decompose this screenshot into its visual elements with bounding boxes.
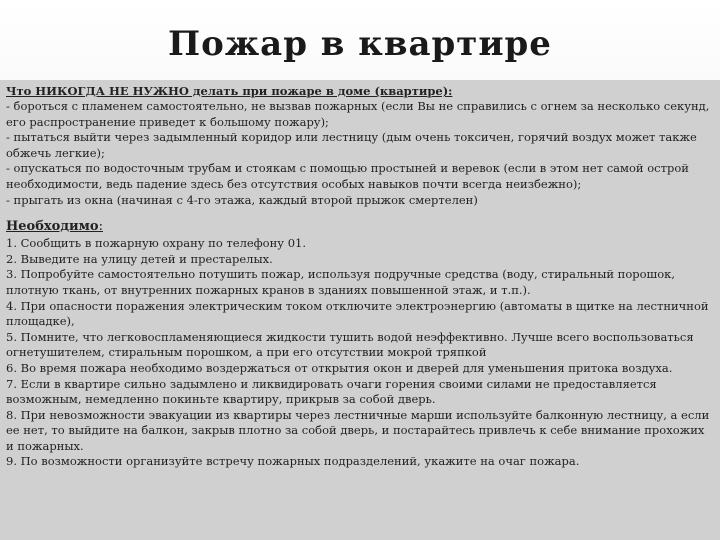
never-item-3: - опускаться по водосточным трубам и стоякам с помощью простыней и веревок (если в этом нет самой острой необходимости, ведь падение здесь без отсутствия особых навыков почти всегда неизбежно);: [6, 161, 689, 191]
never-item-4: - прыгать из окна (начиная с 4-го этажа, каждый второй прыжок смертелен): [6, 192, 478, 207]
necessary-item-1: 1. Сообщить в пожарную охрану по телефону 01.: [6, 236, 306, 251]
necessary-item-4: 4. При опасности поражения электрическим током отключите электроэнергию (автоматы в щитке на лестничной площадке),: [6, 298, 709, 329]
necessary-item-6: 6. Во время пожара необходимо воздержаться от открытия окон и дверей для уменьшения притока воздуха.: [6, 360, 673, 375]
necessary-item-7: 7. Если в квартире сильно задымлено и ликвидировать очаги горения своими силами не предоставляется возможным, немедленно покиньте квартиру, прикрыв за собой дверь.: [6, 376, 657, 407]
necessary-item-8: 8. При невозможности эвакуации из квартиры через лестничные марши используйте балконную лестницу, а если ее нет, то выйдите на балкон, закрыв плотно за собой дверь, и постарайтесь привлечь к себе внимание прохожих и пожарных.: [6, 407, 710, 453]
slide-title: Пожар в квартире: [168, 24, 552, 64]
section-gap: [6, 208, 714, 218]
necessary-item-9: 9. По возможности организуйте встречу пожарных подразделений, укажите на очаг пожара.: [6, 454, 580, 469]
never-item-2: - пытаться выйти через задымленный коридор или лестницу (дым очень токсичен, горячий воздух может также обжечь легкие);: [6, 130, 697, 160]
never-item-1: - бороться с пламенем самостоятельно, не вызвав пожарных (если Вы не справились с огнем за несколько секунд, его распространение приведет к большому пожару);: [6, 99, 710, 129]
never-section-heading: Что НИКОГДА НЕ НУЖНО делать при пожаре в доме (квартире):: [6, 84, 453, 98]
necessary-item-5: 5. Помните, что легковоспламеняющиеся жидкости тушить водой неэффективно. Лучше всего воспользоваться огнетушителем, стиральным порошком, а при его отсутствии мокрой тряпкой: [6, 329, 694, 360]
necessary-item-2: 2. Выведите на улицу детей и престарелых.: [6, 251, 273, 266]
necessary-heading-colon: :: [98, 219, 103, 235]
necessary-item-3: 3. Попробуйте самостоятельно потушить пожар, используя подручные средства (воду, стиральный порошок, плотную ткань, от внутренних пожарных кранов в зданиях повышенной этаж, и т.п.).: [6, 267, 676, 297]
necessary-section-heading: [6, 218, 714, 236]
necessary-heading-text: Необходимо: [6, 219, 99, 235]
content-box: [0, 80, 720, 540]
